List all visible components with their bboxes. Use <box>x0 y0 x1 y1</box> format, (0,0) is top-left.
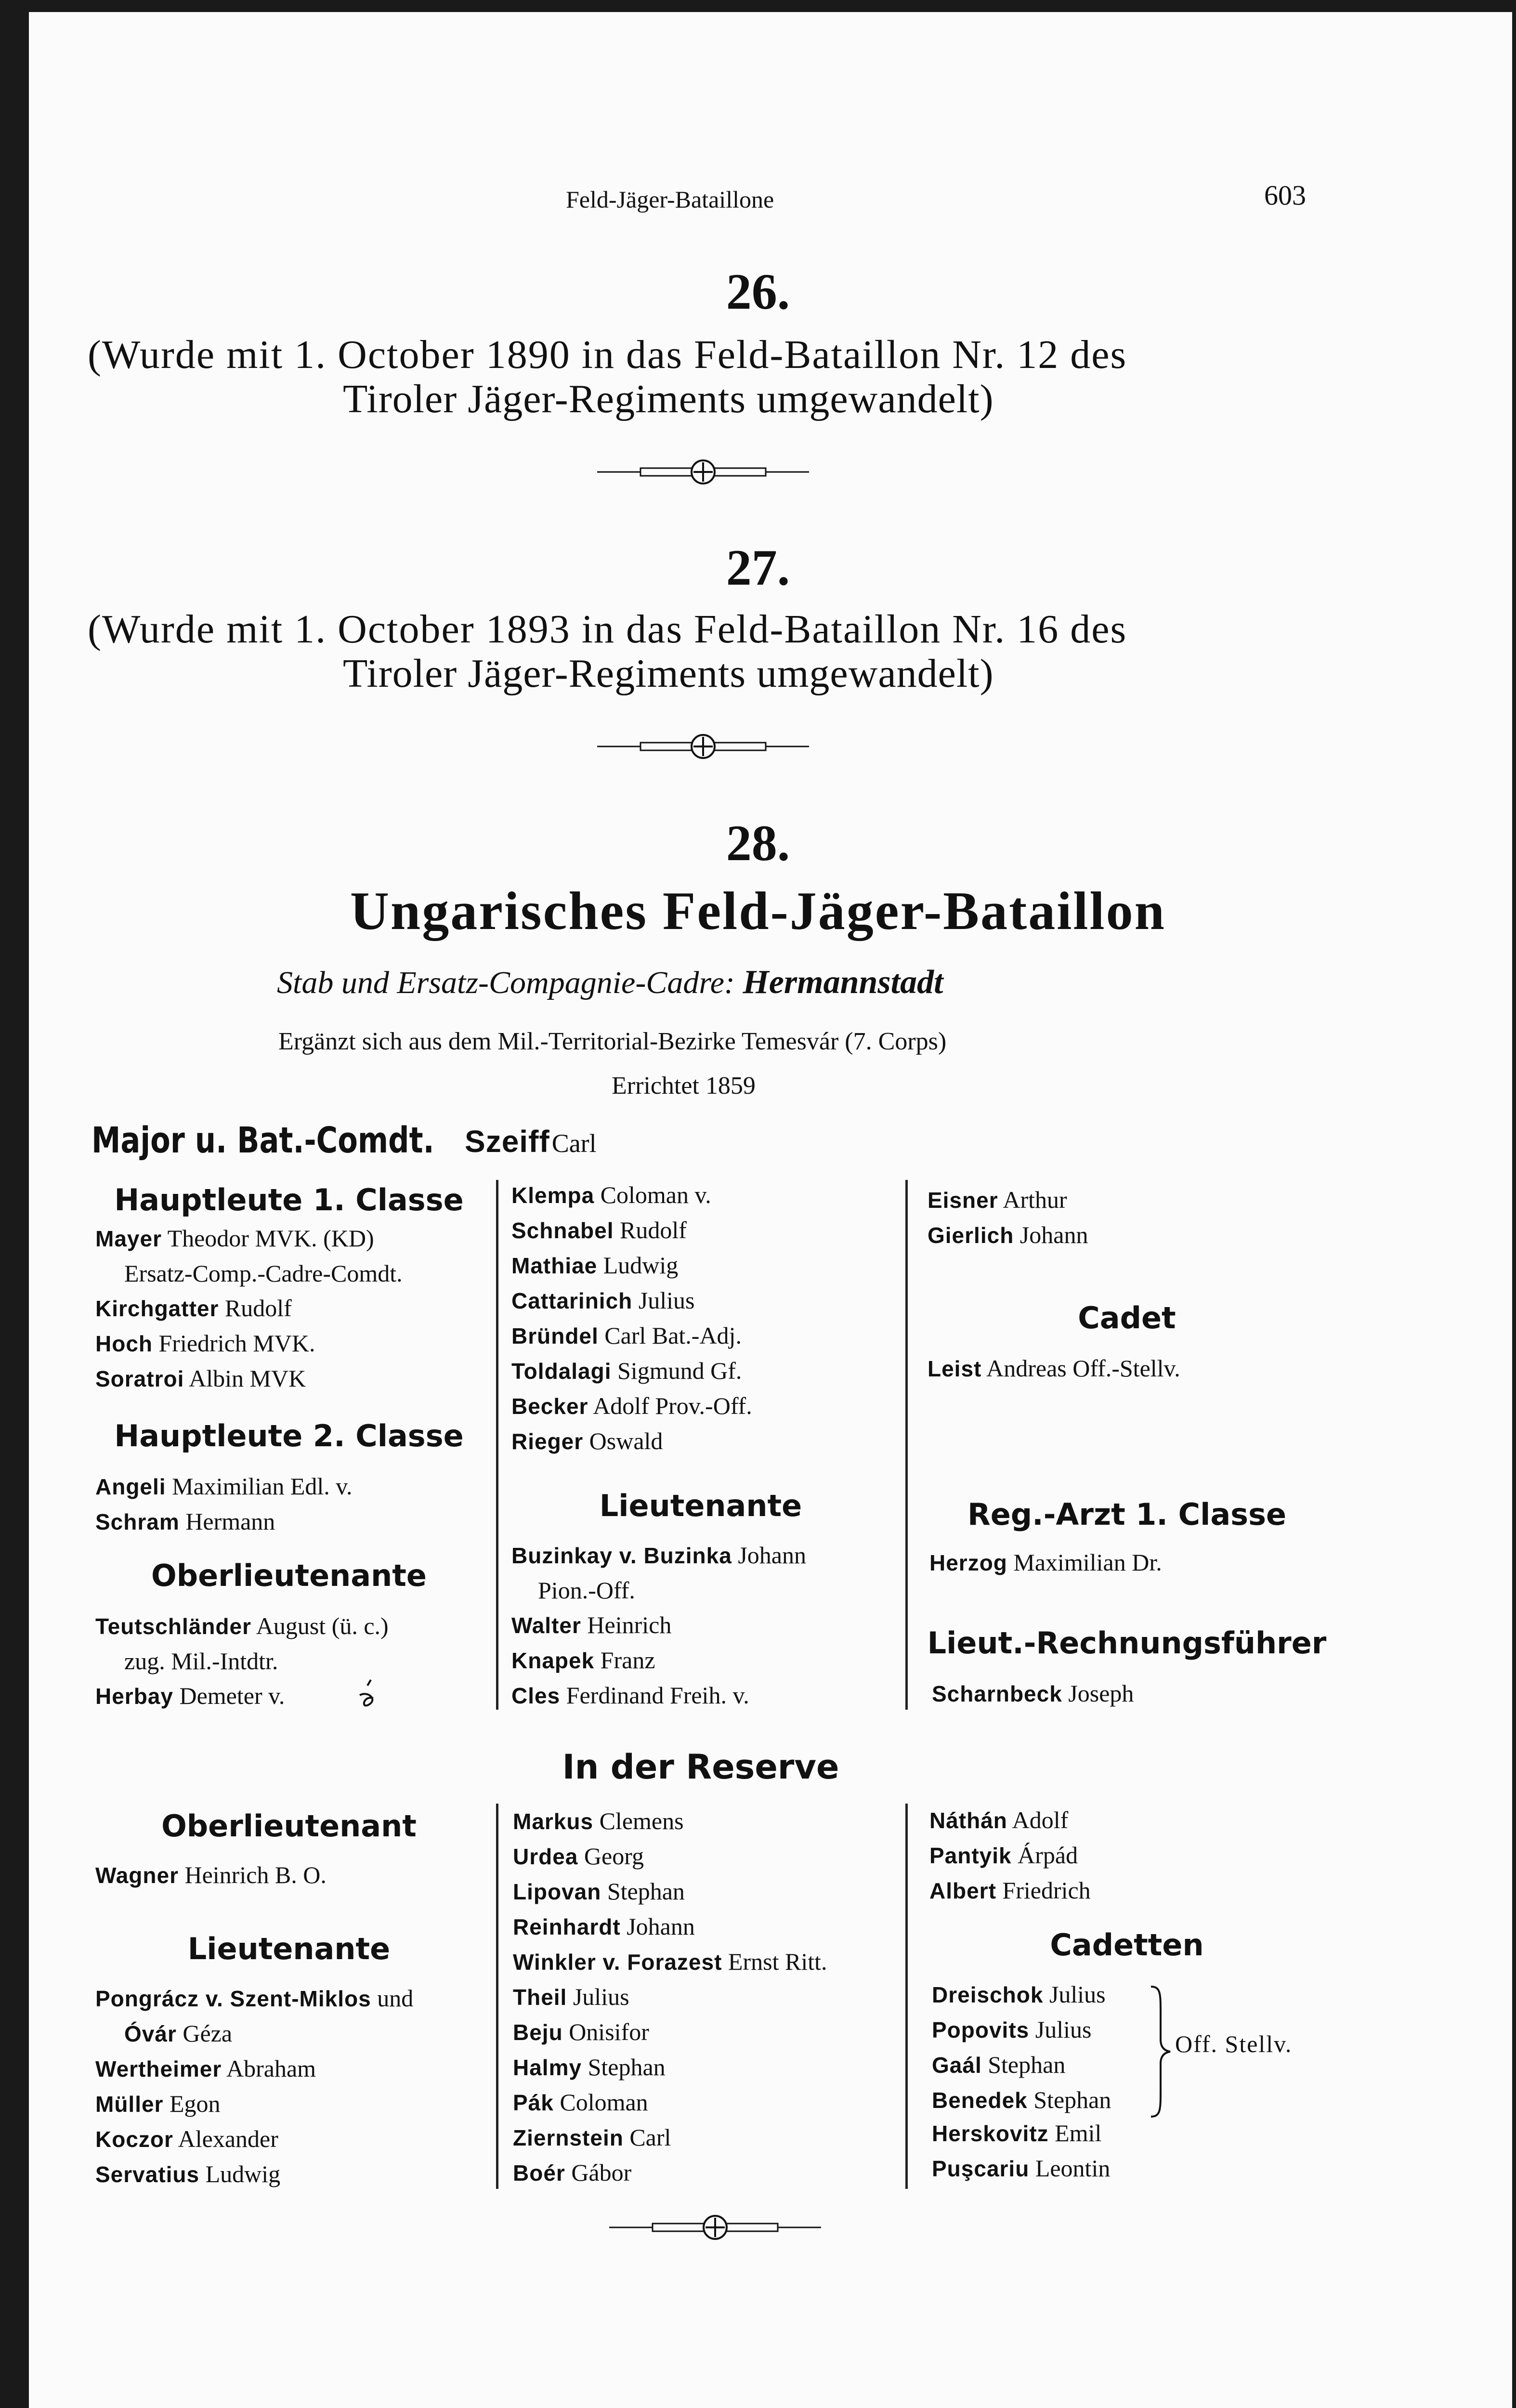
surname: Markus <box>513 1809 594 1834</box>
header-cadet: Cadet <box>1078 1300 1176 1335</box>
surname: Schnabel <box>511 1218 614 1243</box>
given-name: Adolf <box>1007 1806 1069 1833</box>
list-item <box>513 1979 827 2015</box>
list-reserve-lieutenante <box>95 1981 413 2192</box>
list-item <box>932 2082 1111 2118</box>
given-name: Stephan <box>1027 2086 1111 2113</box>
column-rule <box>496 1180 498 1710</box>
list-item <box>95 2016 413 2051</box>
given-name: Maximilian Dr. <box>1007 1549 1162 1576</box>
surname: Lipovan <box>513 1879 601 1904</box>
surname: Pantyik <box>929 1843 1012 1868</box>
given-name: Ludwig <box>199 2160 281 2187</box>
surname: Boér <box>513 2160 565 2186</box>
given-name: Stephan <box>582 2054 666 2081</box>
given-name: Leontin <box>1029 2155 1111 2182</box>
given-name: August (ü. c.) <box>251 1612 389 1639</box>
surname: Bründel <box>511 1323 599 1348</box>
surname: Mathiae <box>511 1253 598 1278</box>
given-name: Ferdinand Freih. v. <box>560 1682 749 1709</box>
section-28-number: 28. <box>726 815 790 871</box>
surname: Leist <box>928 1356 982 1381</box>
list-item <box>928 1217 1088 1253</box>
given-name: Adolf Prov.-Off. <box>588 1392 752 1419</box>
surname: Benedek <box>932 2088 1028 2113</box>
list-reserve-oberlieutenant <box>95 1858 327 1893</box>
list-item <box>513 1839 827 1874</box>
given-name: Heinrich B. O. <box>178 1861 327 1888</box>
list-item <box>511 1678 806 1713</box>
list-item <box>929 1545 1162 1580</box>
given-name: und <box>371 1985 414 2012</box>
given-name: zug. Mil.-Intdtr. <box>124 1648 278 1675</box>
list-item <box>513 2015 827 2050</box>
given-name: Stephan <box>601 1878 685 1905</box>
given-name: Julius <box>632 1287 695 1314</box>
list-item <box>513 2050 827 2085</box>
list-item <box>511 1608 806 1643</box>
given-name: Rudolf <box>219 1295 292 1322</box>
header-reg-arzt: Reg.-Arzt 1. Classe <box>967 1497 1287 1532</box>
surname: Hoch <box>95 1331 153 1356</box>
list-item <box>513 1909 827 1944</box>
surname: Ziernstein <box>513 2125 624 2150</box>
list-item <box>511 1538 806 1573</box>
list-item <box>511 1248 752 1283</box>
column-rule <box>905 1804 908 2189</box>
list-item <box>95 2051 413 2086</box>
list-item <box>932 1676 1134 1711</box>
surname: Rieger <box>511 1429 584 1454</box>
list-hauptleute-2 <box>95 1469 353 1539</box>
list-item <box>95 1644 389 1678</box>
given-name: Oswald <box>583 1427 663 1454</box>
list-hauptleute-1 <box>95 1221 403 1396</box>
list-item <box>95 1858 327 1893</box>
given-name: Gábor <box>565 2159 632 2186</box>
surname: Schram <box>95 1509 180 1534</box>
reserve-title: In der Reserve <box>562 1747 839 1787</box>
surname: Toldalagi <box>511 1359 612 1384</box>
list-reserve-col3 <box>929 1803 1091 1908</box>
errichtet-line: Errichtet 1859 <box>612 1072 756 1099</box>
major-label: Major u. Bat.-Comdt. <box>91 1120 434 1161</box>
surname: Wertheimer <box>95 2056 222 2081</box>
list-active-col3 <box>928 1182 1088 1253</box>
given-name: Abraham <box>222 2055 316 2082</box>
given-name: Joseph <box>1062 1680 1134 1707</box>
major-surname: Szeiff <box>465 1124 550 1159</box>
major-line <box>91 1120 510 1161</box>
list-item <box>511 1388 752 1424</box>
given-name: Clemens <box>593 1807 684 1834</box>
list-item <box>511 1573 806 1608</box>
surname: Gaál <box>932 2053 982 2078</box>
list-item <box>929 1803 1091 1838</box>
surname: Cattarinich <box>511 1288 633 1313</box>
list-item <box>511 1283 752 1318</box>
battalion-title: Ungarisches Feld-Jäger-Bataillon <box>350 881 1166 941</box>
given-name: Albin MVK <box>184 1365 306 1392</box>
list-reg-arzt <box>929 1545 1162 1580</box>
header-hauptleute-1: Hauptleute 1. Classe <box>114 1182 464 1217</box>
list-item <box>95 2121 413 2157</box>
list-item <box>513 2155 827 2190</box>
section-27-line2: Tiroler Jäger-Regiments umgewandelt) <box>343 651 994 696</box>
surname: Wagner <box>95 1863 179 1888</box>
given-name: Egon <box>163 2090 221 2117</box>
list-item <box>95 1256 403 1291</box>
surname: Herskovitz <box>932 2121 1049 2146</box>
surname: Náthán <box>929 1808 1007 1833</box>
given-name: Friedrich <box>996 1877 1091 1904</box>
surname: Koczor <box>95 2127 173 2152</box>
list-item <box>95 2157 413 2192</box>
surname: Popovits <box>932 2017 1030 2042</box>
header-oberlieutenante: Oberlieutenante <box>151 1558 427 1593</box>
ornament-divider <box>597 732 809 761</box>
given-name: Arthur <box>998 1186 1067 1213</box>
given-name: Julius <box>1043 1981 1106 2008</box>
brace <box>1149 1984 1173 2119</box>
list-item <box>513 2120 827 2155</box>
list-item <box>932 1977 1111 2012</box>
given-name: Ernst Ritt. <box>722 1948 827 1975</box>
given-name: Árpád <box>1011 1842 1078 1869</box>
surname: Scharnbeck <box>932 1681 1062 1706</box>
stab-place: Hermannstadt <box>743 964 943 1001</box>
given-name: Emil <box>1048 2120 1102 2146</box>
surname: Gierlich <box>928 1223 1014 1248</box>
given-name: Ludwig <box>597 1252 679 1279</box>
surname: Buzinkay v. Buzinka <box>511 1543 732 1568</box>
list-item <box>513 1874 827 1909</box>
list-item <box>95 1981 413 2016</box>
given-name: Hermann <box>179 1508 275 1535</box>
surname: Mayer <box>95 1226 162 1251</box>
given-name: Georg <box>578 1843 644 1870</box>
list-item <box>932 2151 1110 2186</box>
section-26-line1: (Wurde mit 1. October 1890 in das Feld-Bataillon Nr. 12 des <box>88 332 1127 377</box>
surname: Reinhardt <box>513 1914 621 1939</box>
surname: Urdea <box>513 1844 578 1869</box>
list-oberlieutenante <box>95 1609 389 1714</box>
list-item <box>95 1469 353 1504</box>
surname: Beju <box>513 2020 563 2045</box>
list-item <box>511 1178 752 1213</box>
given-name: Friedrich MVK. <box>153 1330 315 1357</box>
list-item <box>95 1326 403 1361</box>
stab-line <box>277 963 943 1002</box>
column-rule <box>905 1180 908 1710</box>
surname: Pák <box>513 2090 554 2115</box>
given-name: Theodor MVK. (KD) <box>161 1225 374 1252</box>
given-name: Julius <box>1029 2016 1092 2043</box>
surname: Knapek <box>511 1648 595 1673</box>
surname: Müller <box>95 2092 164 2117</box>
surname: Cles <box>511 1683 561 1708</box>
header-lieutenante: Lieutenante <box>599 1488 802 1523</box>
list-cadetten-2 <box>932 2116 1110 2186</box>
given-name: Carl <box>623 2124 671 2151</box>
pencil-mark <box>354 1676 383 1714</box>
given-name: Sigmund Gf. <box>611 1357 742 1384</box>
surname: Walter <box>511 1613 581 1638</box>
surname: Klempa <box>511 1183 595 1208</box>
list-item <box>511 1213 752 1248</box>
page-number: 603 <box>1264 180 1306 211</box>
given-name: Onisifor <box>562 2018 649 2045</box>
list-item <box>95 1504 353 1539</box>
given-name: Johann <box>1014 1221 1088 1248</box>
surname: Albert <box>929 1878 996 1903</box>
given-name: Heinrich <box>581 1611 672 1638</box>
list-item <box>928 1351 1180 1386</box>
given-name: Demeter v. <box>173 1682 285 1709</box>
list-item <box>928 1182 1088 1217</box>
surname: Dreischok <box>932 1982 1044 2007</box>
list-item <box>95 1678 389 1714</box>
list-reserve-col2 <box>513 1804 827 2190</box>
given-name: Stephan <box>981 2051 1066 2078</box>
surname: Soratroi <box>95 1366 184 1391</box>
header-hauptleute-2: Hauptleute 2. Classe <box>114 1418 464 1453</box>
list-item <box>95 1221 403 1256</box>
surname: Becker <box>511 1394 588 1419</box>
surname: Angeli <box>95 1474 166 1499</box>
surname: Pongrácz v. Szent-Miklos <box>95 1986 371 2011</box>
surname: Servatius <box>95 2162 200 2187</box>
surname: Puşcariu <box>932 2156 1030 2181</box>
surname: Óvár <box>124 2021 177 2046</box>
given-name: Andreas Off.-Stellv. <box>981 1355 1180 1382</box>
given-name: Carl Bat.-Adj. <box>598 1322 742 1349</box>
surname: Herbay <box>95 1684 173 1709</box>
list-item <box>95 1361 403 1396</box>
erganzt-line: Ergänzt sich aus dem Mil.-Territorial-Bezirke Temesvár (7. Corps) <box>278 1028 947 1055</box>
surname: Halmy <box>513 2055 582 2080</box>
list-item <box>95 2086 413 2121</box>
given-name: Johann <box>620 1913 695 1940</box>
given-name: Rudolf <box>614 1217 687 1243</box>
given-name: Géza <box>176 2020 233 2047</box>
stab-label: Stab und Ersatz-Compagnie-Cadre: <box>277 965 735 1000</box>
given-name: Julius <box>567 1983 629 2010</box>
given-name: Alexander <box>173 2125 278 2152</box>
given-name: Ersatz-Comp.-Cadre-Comdt. <box>124 1260 403 1287</box>
section-27-line1: (Wurde mit 1. October 1893 in das Feld-Bataillon Nr. 16 des <box>88 607 1127 652</box>
list-rechnungsfuehrer <box>932 1676 1134 1711</box>
list-item <box>929 1873 1091 1908</box>
section-26-number: 26. <box>726 263 790 320</box>
list-cadetten <box>932 1977 1111 2118</box>
ornament-divider <box>597 458 809 486</box>
header-reserve-lieutenante: Lieutenante <box>187 1931 391 1966</box>
list-active-officers <box>511 1178 752 1459</box>
list-item <box>929 1838 1091 1873</box>
surname: Theil <box>513 1985 567 2010</box>
running-title: Feld-Jäger-Bataillone <box>566 186 774 213</box>
list-item <box>513 2085 827 2120</box>
section-27-number: 27. <box>726 539 790 596</box>
list-item <box>513 1804 827 1839</box>
given-name: Coloman <box>553 2089 648 2116</box>
surname: Winkler v. Forazest <box>513 1950 722 1975</box>
section-26-line2: Tiroler Jäger-Regiments umgewandelt) <box>343 377 994 421</box>
list-item <box>511 1318 752 1353</box>
list-cadet <box>928 1351 1180 1386</box>
list-item <box>511 1424 752 1459</box>
given-name: Franz <box>594 1647 655 1674</box>
list-item <box>95 1291 403 1326</box>
cadetten-note: Off. Stellv. <box>1175 2030 1293 2057</box>
surname: Kirchgatter <box>95 1296 219 1321</box>
surname: Herzog <box>929 1550 1007 1575</box>
list-item <box>511 1353 752 1388</box>
list-item <box>932 2116 1110 2151</box>
given-name: Coloman v. <box>594 1181 711 1208</box>
given-name: Pion.-Off. <box>538 1577 635 1604</box>
list-item <box>513 1944 827 1979</box>
major-given: Carl <box>551 1129 597 1158</box>
list-item <box>932 2012 1111 2047</box>
ornament-divider <box>609 2213 821 2242</box>
column-rule <box>496 1804 498 2189</box>
given-name: Johann <box>732 1542 806 1569</box>
list-item <box>932 2047 1111 2082</box>
list-lieutenante <box>511 1538 806 1713</box>
surname: Teutschländer <box>95 1614 251 1639</box>
given-name: Maximilian Edl. v. <box>166 1473 353 1500</box>
header-rechnungsfuehrer: Lieut.-Rechnungsführer <box>927 1625 1327 1661</box>
header-oberlieutenant: Oberlieutenant <box>161 1808 417 1844</box>
surname: Eisner <box>928 1188 998 1213</box>
list-item <box>511 1643 806 1678</box>
list-item <box>95 1609 389 1644</box>
header-cadetten: Cadetten <box>1050 1927 1204 1963</box>
major-name <box>465 1124 597 1159</box>
